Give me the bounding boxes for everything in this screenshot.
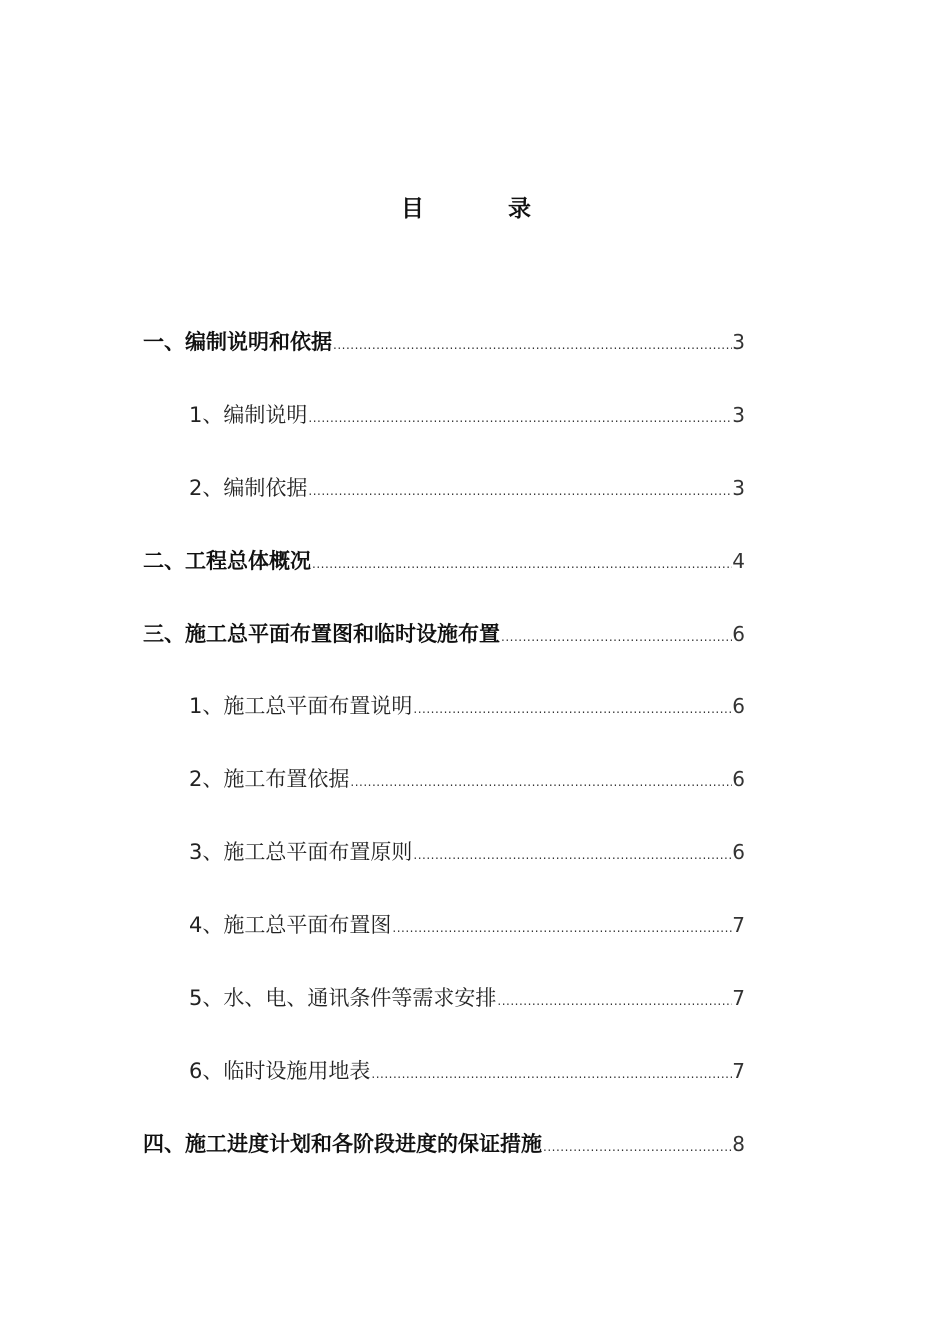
toc-page-number: 3 xyxy=(732,402,745,427)
toc-dot-leader xyxy=(307,471,732,511)
toc-entry-text: 6、临时设施用地表 xyxy=(189,1058,371,1083)
toc-entry-section-3-3[interactable] xyxy=(143,832,745,905)
toc-entry-text: 4、施工总平面布置图 xyxy=(189,913,392,938)
toc-dot-leader xyxy=(307,398,732,438)
toc-entry-text: 2、施工布置依据 xyxy=(189,767,350,792)
toc-entry-text: 5、水、电、通讯条件等需求安排 xyxy=(189,986,497,1011)
toc-entry-section-1[interactable] xyxy=(143,322,745,395)
toc-dot-leader xyxy=(412,835,732,875)
toc-page-number: 3 xyxy=(732,475,745,500)
toc-dot-leader xyxy=(542,1127,732,1167)
toc-dot-leader xyxy=(370,1054,732,1094)
toc-dot-leader xyxy=(500,617,732,657)
toc-page-number: 7 xyxy=(732,1058,745,1083)
toc-entry-text: 二、工程总体概况 xyxy=(143,548,311,573)
toc-page-number: 7 xyxy=(732,913,745,938)
toc-entry-section-1-1[interactable] xyxy=(143,395,745,468)
toc-entry-section-4[interactable] xyxy=(143,1124,745,1197)
toc-page-number: 7 xyxy=(732,986,745,1011)
toc-page-number: 4 xyxy=(732,548,745,573)
toc-entry-text: 1、编制说明 xyxy=(189,402,308,427)
toc-dot-leader xyxy=(349,762,732,802)
toc-entry-text: 2、编制依据 xyxy=(189,475,308,500)
toc-page-number: 3 xyxy=(732,330,745,354)
toc-entry-section-3-5[interactable] xyxy=(143,978,745,1051)
table-of-contents xyxy=(143,322,745,1197)
toc-entry-section-1-2[interactable] xyxy=(143,468,745,541)
toc-entry-text: 一、编制说明和依据 xyxy=(143,330,332,354)
toc-entry-section-3-1[interactable] xyxy=(143,686,745,759)
toc-page-number: 6 xyxy=(732,767,745,792)
toc-dot-leader xyxy=(332,325,732,365)
toc-page-number: 6 xyxy=(732,694,745,719)
toc-entry-section-3-2[interactable] xyxy=(143,759,745,832)
toc-entry-section-3-6[interactable] xyxy=(143,1051,745,1124)
toc-entry-section-3[interactable] xyxy=(143,614,745,687)
toc-entry-section-3-4[interactable] xyxy=(143,905,745,978)
page-title: 目 录 xyxy=(400,196,569,222)
toc-dot-leader xyxy=(391,908,732,948)
toc-page-number: 6 xyxy=(732,621,745,646)
toc-entry-section-2[interactable] xyxy=(143,541,745,614)
toc-entry-text: 三、施工总平面布置图和临时设施布置 xyxy=(143,621,500,646)
toc-entry-text: 四、施工进度计划和各阶段进度的保证措施 xyxy=(143,1131,542,1156)
toc-page-number: 8 xyxy=(732,1131,745,1156)
toc-dot-leader xyxy=(412,689,732,729)
toc-page-number: 6 xyxy=(732,840,745,865)
toc-entry-text: 3、施工总平面布置原则 xyxy=(189,840,413,865)
toc-dot-leader xyxy=(496,981,732,1021)
toc-entry-text: 1、施工总平面布置说明 xyxy=(189,694,413,719)
toc-dot-leader xyxy=(311,544,732,584)
